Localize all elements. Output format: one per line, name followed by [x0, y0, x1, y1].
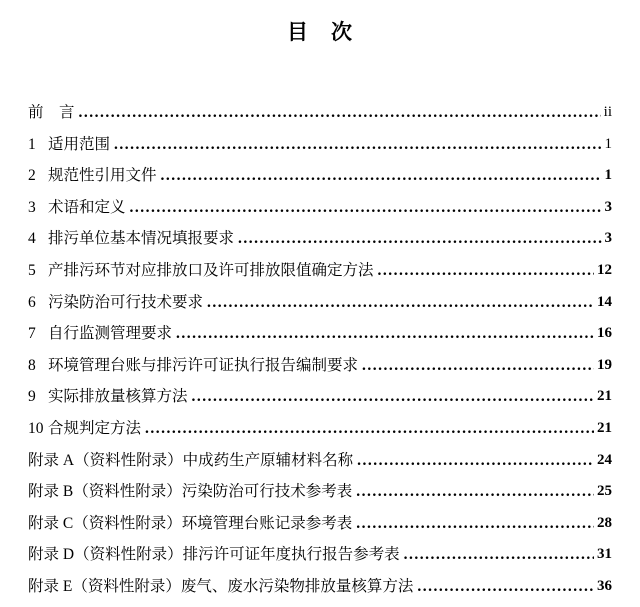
toc-entry — [28, 539, 612, 571]
toc-leader-dots — [362, 350, 594, 382]
toc-entry-title: 规范性引用文件 — [48, 167, 157, 185]
toc-entry-title: 附录 A（资料性附录）中成药生产原辅材料名称 — [28, 451, 354, 469]
toc-entry — [28, 571, 612, 603]
toc-entry-page: 24 — [597, 451, 612, 468]
toc-entry-number: 6 — [28, 293, 36, 311]
toc-entry-number: 8 — [28, 356, 36, 374]
toc-entry — [28, 255, 612, 287]
toc-entry-number: 9 — [28, 388, 36, 406]
toc-entry-number: 3 — [28, 198, 36, 216]
toc-entry-title: 自行监测管理要求 — [48, 325, 173, 343]
toc-entry — [28, 445, 612, 477]
toc-entry-title: 附录 B（资料性附录）污染防治可行技术参考表 — [28, 483, 353, 501]
toc-leader-dots — [176, 318, 594, 350]
toc-entry — [28, 476, 612, 508]
toc-entry-page: 36 — [597, 577, 612, 594]
toc-entry — [28, 413, 612, 445]
toc-list — [28, 97, 612, 603]
toc-entry — [28, 97, 612, 129]
toc-leader-dots — [356, 476, 594, 508]
toc-entry — [28, 381, 612, 413]
toc-entry-title: 术语和定义 — [48, 198, 126, 216]
toc-leader-dots — [145, 413, 594, 445]
page-title: 目 次 — [287, 20, 353, 44]
toc-leader-dots — [192, 381, 594, 413]
toc-entry-page: 1 — [604, 167, 612, 184]
toc-entry-page: 3 — [604, 230, 612, 247]
toc-entry-page: 12 — [597, 261, 612, 278]
toc-entry-title: 前 言 — [28, 104, 75, 121]
toc-leader-dots — [357, 445, 594, 477]
toc-entry-title: 适用范围 — [48, 135, 111, 153]
toc-entry-title: 环境管理台账与排污许可证执行报告编制要求 — [48, 356, 359, 374]
toc-entry-number: 4 — [28, 230, 36, 248]
toc-leader-dots — [207, 287, 594, 319]
toc-leader-dots — [130, 192, 602, 224]
toc-leader-dots — [417, 571, 594, 603]
toc-entry-title: 合规判定方法 — [48, 419, 142, 437]
toc-entry-page: 19 — [597, 356, 612, 373]
toc-leader-dots — [161, 160, 602, 192]
toc-entry-number: 10 — [28, 419, 44, 437]
toc-entry-page: 21 — [597, 419, 612, 436]
toc-entry — [28, 287, 612, 319]
toc-leader-dots — [79, 97, 601, 129]
toc-entry-title: 附录 D（资料性附录）排污许可证年度执行报告参考表 — [28, 546, 400, 564]
toc-entry-page: ii — [603, 104, 612, 120]
toc-entry-page: 25 — [597, 483, 612, 500]
toc-leader-dots — [378, 255, 594, 287]
toc-entry — [28, 350, 612, 382]
toc-entry-page: 28 — [597, 514, 612, 531]
toc-entry-page: 3 — [604, 198, 612, 215]
toc-entry-number: 5 — [28, 261, 36, 279]
toc-entry-page: 31 — [597, 546, 612, 563]
toc-entry-title: 产排污环节对应排放口及许可排放限值确定方法 — [48, 261, 374, 279]
toc-leader-dots — [238, 223, 601, 255]
toc-entry-page: 1 — [604, 135, 612, 152]
toc-entry-title: 实际排放量核算方法 — [48, 388, 188, 406]
toc-entry — [28, 160, 612, 192]
toc-entry-title: 附录 C（资料性附录）环境管理台账记录参考表 — [28, 514, 353, 532]
toc-entry-page: 14 — [597, 293, 612, 310]
toc-leader-dots — [404, 539, 594, 571]
toc-entry-number: 1 — [28, 135, 36, 153]
toc-entry-page: 21 — [597, 388, 612, 405]
toc-entry — [28, 508, 612, 540]
toc-entry-title: 污染防治可行技术要求 — [48, 293, 204, 311]
toc-entry-page: 16 — [597, 325, 612, 342]
toc-entry — [28, 192, 612, 224]
toc-entry-number: 2 — [28, 167, 36, 185]
toc-leader-dots — [356, 508, 594, 540]
toc-entry — [28, 223, 612, 255]
toc-entry-number: 7 — [28, 325, 36, 343]
toc-entry-title: 排污单位基本情况填报要求 — [48, 230, 235, 248]
toc-leader-dots — [114, 129, 601, 161]
toc-entry-title: 附录 E（资料性附录）废气、废水污染物排放量核算方法 — [28, 577, 414, 595]
toc-entry — [28, 129, 612, 161]
toc-entry — [28, 318, 612, 350]
